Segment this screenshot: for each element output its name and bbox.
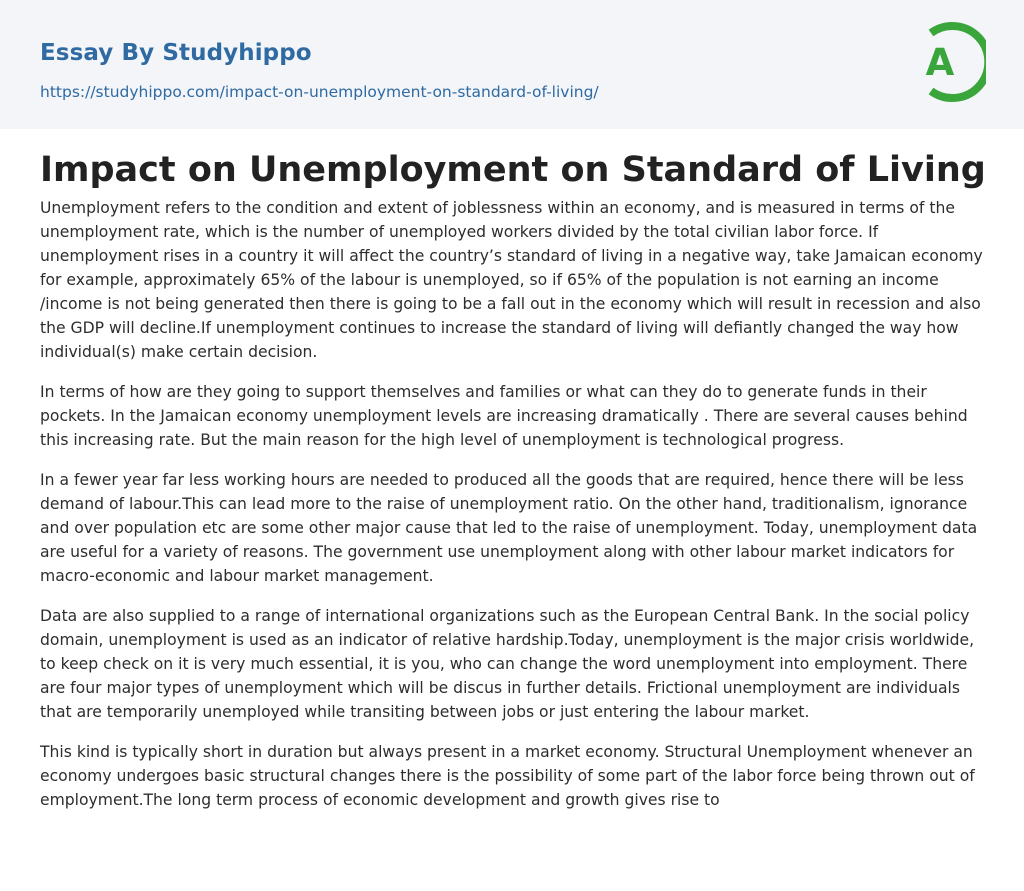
essay-title: Impact on Unemployment on Standard of Living xyxy=(40,150,986,190)
site-header xyxy=(0,0,1024,129)
logo-letter: A xyxy=(925,41,955,84)
site-title[interactable]: Essay By Studyhippo xyxy=(40,40,312,66)
essay-paragraph: In terms of how are they going to support themselves and families or what can they do to generate funds in their pockets. In the Jamaican economy unemployment levels are increasing dramatically . There are several causes behind this increasing rate. But the main reason for the high level of unemployment is technological progress. xyxy=(40,383,968,449)
essay-paragraph: Data are also supplied to a range of international organizations such as the European Central Bank. In the social policy domain, unemployment is used as an indicator of relative hardship.Today, unemployment is the major crisis worldwide, to keep check on it is very much essential, it is you, who can change the word unemployment into employment. There are four major types of unemployment which will be discus in further details. Frictional unemployment are individuals that are temporarily unemployed while transiting between jobs or just entering the labour market. xyxy=(40,607,975,721)
essay-content xyxy=(0,149,1024,812)
essay-url-link[interactable]: https://studyhippo.com/impact-on-unemployment-on-standard-of-living/ xyxy=(40,83,599,101)
studyhippo-logo-icon[interactable] xyxy=(914,20,986,104)
essay-paragraph: In a fewer year far less working hours are needed to produced all the goods that are required, hence there will be less demand of labour.This can lead more to the raise of unemployment ratio. On the other hand, traditionalism, ignorance and over population etc are some other major cause that led to the raise of unemployment. Today, unemployment data are useful for a variety of reasons. The government use unemployment along with other labour market indicators for macro-economic and labour market management. xyxy=(40,471,978,585)
essay-paragraph: Unemployment refers to the condition and extent of joblessness within an economy, and is measured in terms of the unemployment rate, which is the number of unemployed workers divided by the total civilian labor force. If unemployment rises in a country it will affect the country’s standard of living in a negative way, take Jamaican economy for example, approximately 65% of the labour is unemployed, so if 65% of the population is not earning an income /income is not being generated then there is going to be a fall out in the economy which will result in recession and also the GDP will decline.If unemployment continues to increase the standard of living will defiantly changed the way how individual(s) make certain decision. xyxy=(40,199,983,361)
essay-paragraph: This kind is typically short in duration but always present in a market economy. Structural Unemployment whenever an economy undergoes basic structural changes there is the possibility of some part of the labor force being thrown out of employment.The long term process of economic development and growth gives rise to xyxy=(40,743,975,809)
